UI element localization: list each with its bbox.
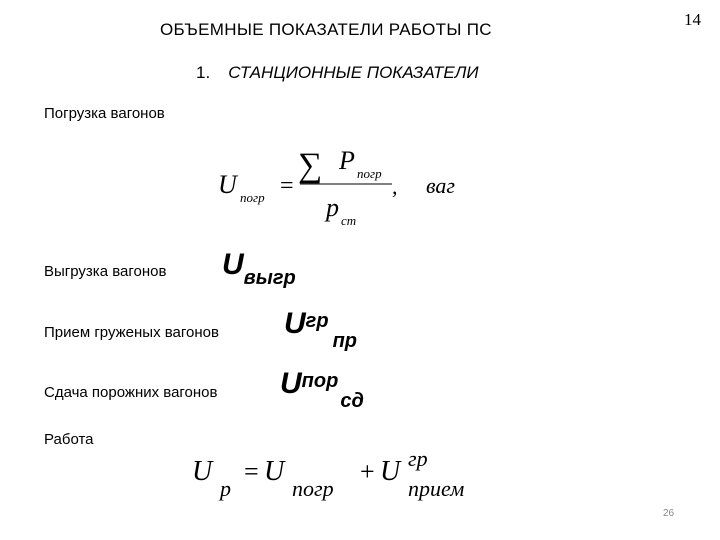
work-plus: + bbox=[360, 457, 375, 486]
work-sub1: р bbox=[220, 476, 231, 501]
slide-number: 26 bbox=[663, 508, 675, 519]
loaded-receipt-label: Прием груженых вагонов bbox=[44, 324, 219, 341]
section-number: 1. bbox=[196, 63, 211, 82]
work-equals: = bbox=[244, 457, 259, 486]
formula-equals: = bbox=[280, 173, 294, 199]
empty-delivery-u: U bbox=[280, 367, 302, 400]
work-sub3: прием bbox=[408, 476, 465, 501]
loaded-receipt-subscript: пр bbox=[332, 330, 357, 352]
loaded-receipt-u: U bbox=[284, 307, 306, 340]
empty-delivery-superscript: пор bbox=[301, 370, 339, 392]
empty-delivery-label: Сдача порожних вагонов bbox=[44, 384, 218, 401]
unloading-symbol bbox=[222, 248, 296, 289]
work-sub2: погр bbox=[292, 476, 334, 501]
empty-delivery-subscript: сд bbox=[340, 390, 364, 412]
formula-u-subscript: погр bbox=[240, 190, 265, 205]
loaded-receipt-symbol bbox=[284, 307, 357, 352]
work-formula bbox=[188, 444, 498, 504]
formula-p-upper-subscript: погр bbox=[357, 166, 382, 181]
formula-u: U bbox=[218, 170, 237, 199]
section-title: СТАНЦИОННЫЕ ПОКАЗАТЕЛИ bbox=[228, 63, 479, 82]
loaded-receipt-superscript: гр bbox=[305, 310, 329, 332]
formula-p-lower: p bbox=[326, 193, 339, 222]
empty-delivery-symbol bbox=[280, 367, 364, 412]
section-heading bbox=[196, 63, 479, 83]
formula-p-lower-subscript: ст bbox=[341, 213, 357, 228]
formula-unit: ваг bbox=[426, 173, 455, 198]
work-u1: U bbox=[192, 456, 213, 487]
loading-label: Погрузка вагонов bbox=[44, 105, 165, 122]
unloading-label: Выгрузка вагонов bbox=[44, 263, 167, 280]
unloading-u: U bbox=[222, 248, 244, 281]
page-number: 14 bbox=[684, 10, 701, 29]
formula-p-upper: P bbox=[339, 146, 355, 175]
work-u3: U bbox=[380, 456, 401, 487]
formula-sum-sign: ∑ bbox=[298, 147, 323, 184]
unloading-subscript: выгр bbox=[243, 267, 296, 289]
loading-formula bbox=[200, 136, 490, 236]
formula-comma: , bbox=[392, 174, 398, 199]
slide-title: ОБЪЕМНЫЕ ПОКАЗАТЕЛИ РАБОТЫ ПС bbox=[160, 20, 492, 39]
work-label: Работа bbox=[44, 431, 94, 448]
work-sup3: гр bbox=[408, 446, 428, 471]
work-u2: U bbox=[264, 456, 285, 487]
